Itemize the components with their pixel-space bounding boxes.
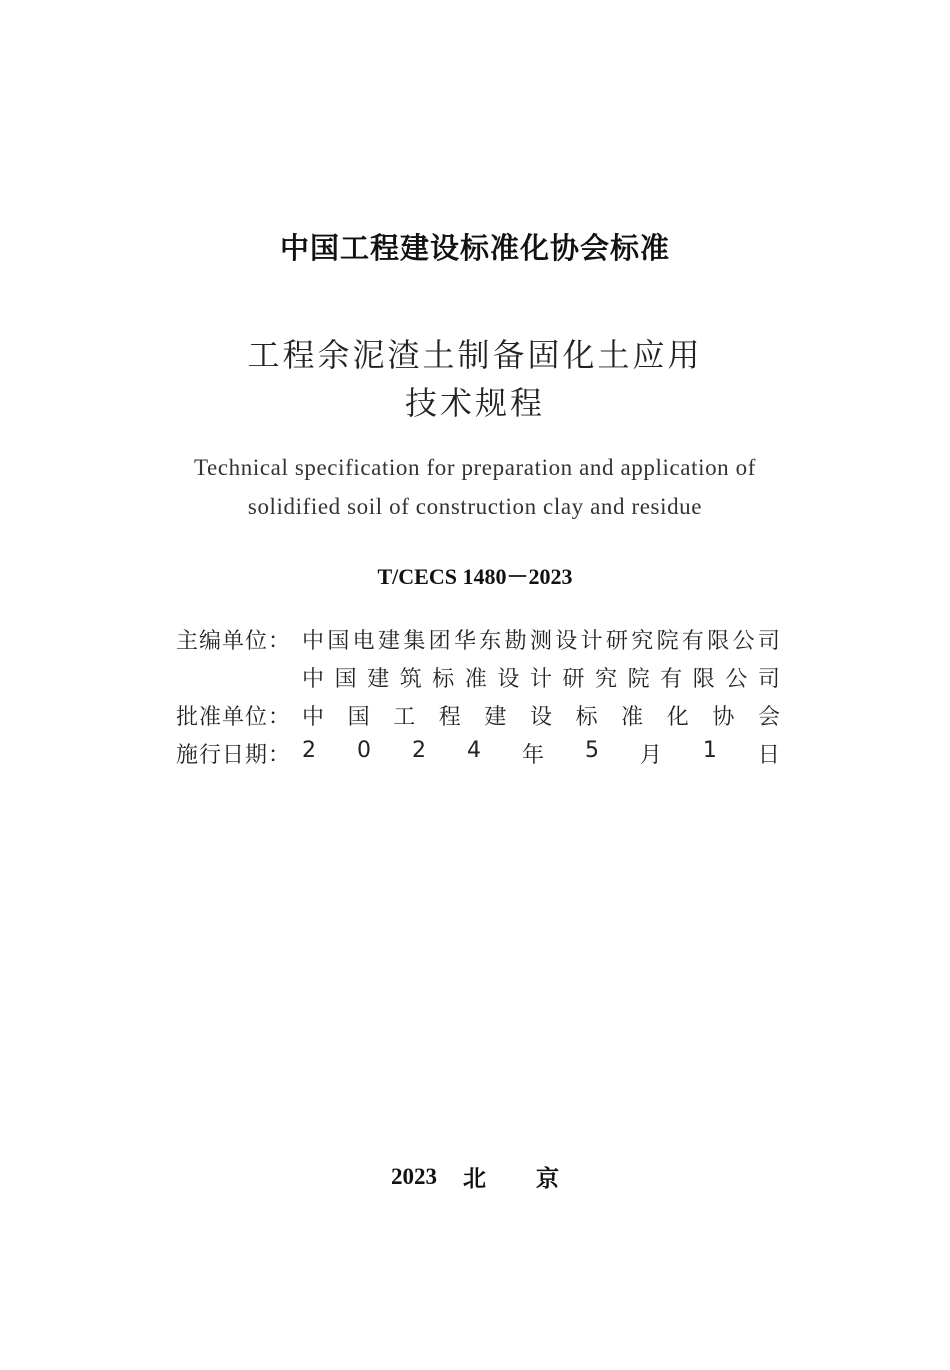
char: 研 <box>562 666 585 692</box>
char: 0 <box>356 737 371 763</box>
char: 5 <box>584 737 599 763</box>
english-title-line-1: Technical specification for preparation and application of <box>194 455 756 480</box>
effective-date-row <box>176 738 780 768</box>
char: 建 <box>377 628 400 654</box>
char: 日 <box>757 742 780 768</box>
char: 中 <box>302 628 325 654</box>
publication-year: 2023 <box>391 1163 437 1189</box>
char: 设 <box>497 666 520 692</box>
char: 计 <box>580 628 603 654</box>
chief-editor-row-1 <box>176 624 780 654</box>
char: 测 <box>529 628 552 654</box>
char: 公 <box>725 666 748 692</box>
char: 东 <box>479 628 502 654</box>
char: 公 <box>732 628 755 654</box>
char: 司 <box>757 628 780 654</box>
char: 建 <box>367 666 390 692</box>
char: 会 <box>757 704 780 730</box>
chief-editor-value-2 <box>302 662 780 693</box>
char: 筑 <box>399 666 422 692</box>
char: 中 <box>302 704 325 730</box>
char: 究 <box>595 666 618 692</box>
effective-date-value <box>302 738 780 769</box>
char: 2 <box>302 737 316 763</box>
chief-editor-label: 主编单位： <box>176 628 292 654</box>
char: 化 <box>666 704 689 730</box>
chief-editor-value-1 <box>302 624 780 655</box>
char: 月 <box>639 742 662 768</box>
char: 院 <box>627 666 650 692</box>
chinese-title-line-1: 工程余泥渣土制备固化土应用 <box>247 336 703 374</box>
char: 团 <box>428 628 451 654</box>
publication-city-char-1: 北 <box>463 1166 486 1192</box>
char: 有 <box>660 666 683 692</box>
publication-city-char-2: 京 <box>536 1166 559 1192</box>
approver-label: 批准单位： <box>176 704 292 730</box>
char: 电 <box>352 628 375 654</box>
char: 标 <box>432 666 455 692</box>
char: 国 <box>347 704 370 730</box>
char: 建 <box>484 704 507 730</box>
publication-footer <box>0 1160 950 1193</box>
char: 年 <box>521 742 544 768</box>
char: 国 <box>327 628 350 654</box>
char: 勘 <box>504 628 527 654</box>
char: 司 <box>757 666 780 692</box>
char: 中 <box>302 666 325 692</box>
char: 研 <box>605 628 628 654</box>
char: 程 <box>438 704 461 730</box>
char: 计 <box>529 666 552 692</box>
chief-editor-row-2 <box>176 662 780 692</box>
char: 1 <box>702 737 717 763</box>
char: 准 <box>621 704 644 730</box>
char: 准 <box>464 666 487 692</box>
char: 协 <box>712 704 735 730</box>
standard-code: T/CECS 1480－2023 <box>377 564 573 589</box>
char: 集 <box>403 628 426 654</box>
publication-city <box>463 1160 559 1193</box>
chinese-title-line-2: 技术规程 <box>404 384 545 422</box>
char: 标 <box>575 704 598 730</box>
char: 工 <box>393 704 416 730</box>
approver-row <box>176 700 780 730</box>
char: 国 <box>334 666 357 692</box>
organization-standard-heading: 中国工程建设标准化协会标准 <box>279 231 670 265</box>
effective-date-label: 施行日期： <box>176 742 292 768</box>
char: 2 <box>411 737 426 763</box>
approver-value <box>302 700 780 731</box>
char: 4 <box>466 737 481 763</box>
char: 华 <box>453 628 476 654</box>
char: 限 <box>707 628 730 654</box>
english-title-line-2: solidified soil of construction clay and residue <box>247 494 703 519</box>
char: 究 <box>631 628 654 654</box>
char: 院 <box>656 628 679 654</box>
char: 有 <box>681 628 704 654</box>
char: 设 <box>529 704 552 730</box>
char: 限 <box>692 666 715 692</box>
char: 设 <box>555 628 578 654</box>
